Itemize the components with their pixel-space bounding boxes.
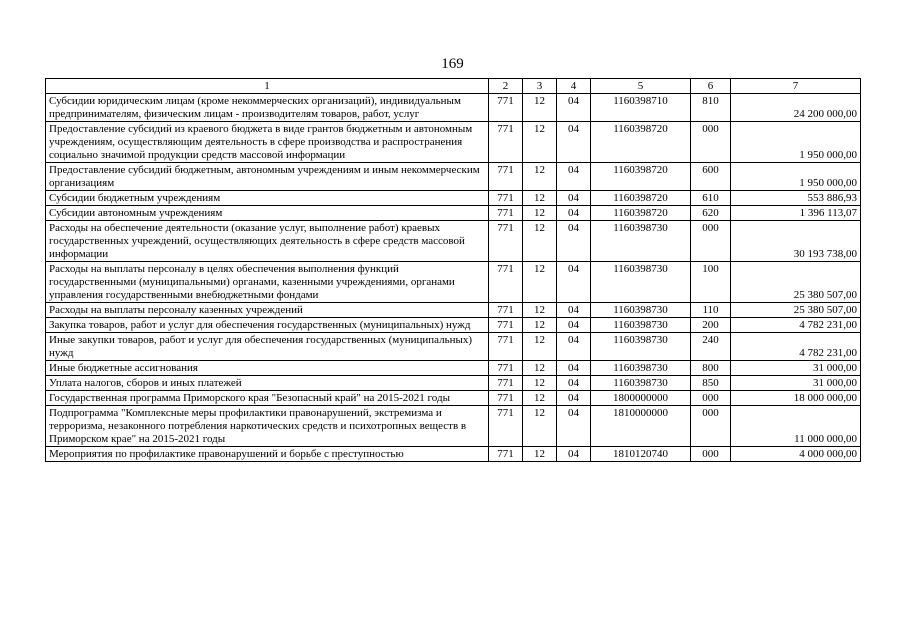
row-amount-cell: 24 200 000,00 — [731, 94, 861, 122]
budget-table — [45, 78, 861, 462]
row-target-article-cell: 1160398710 — [591, 94, 691, 122]
row-target-article-cell: 1160398730 — [591, 303, 691, 318]
row-target-article-cell: 1810000000 — [591, 406, 691, 447]
row-target-article-cell: 1160398720 — [591, 163, 691, 191]
row-name-cell: Субсидии юридическим лицам (кроме некоммерческих организаций), индивидуальным предпринимателям, физическим лицам - производителям товаров, работ, услуг — [46, 94, 489, 122]
header-col-4: 4 — [557, 79, 591, 94]
row-amount-cell: 553 886,93 — [731, 191, 861, 206]
header-col-5: 5 — [591, 79, 691, 94]
row-amount-cell: 30 193 738,00 — [731, 221, 861, 262]
row-target-article-cell: 1160398730 — [591, 361, 691, 376]
row-name-cell: Уплата налогов, сборов и иных платежей — [46, 376, 489, 391]
row-name-cell: Расходы на выплаты персоналу казенных учреждений — [46, 303, 489, 318]
row-expense-type-cell: 000 — [691, 391, 731, 406]
row-amount-cell: 18 000 000,00 — [731, 391, 861, 406]
row-target-article-cell: 1160398730 — [591, 262, 691, 303]
row-expense-type-cell: 000 — [691, 122, 731, 163]
row-ministry-cell: 771 — [489, 206, 523, 221]
row-section-cell: 12 — [523, 122, 557, 163]
row-expense-type-cell: 620 — [691, 206, 731, 221]
table-row — [46, 122, 861, 163]
row-section-cell: 12 — [523, 376, 557, 391]
table-row — [46, 94, 861, 122]
row-amount-cell: 1 950 000,00 — [731, 163, 861, 191]
row-section-cell: 12 — [523, 406, 557, 447]
row-amount-cell: 31 000,00 — [731, 361, 861, 376]
row-amount-cell: 4 782 231,00 — [731, 318, 861, 333]
table-row — [46, 191, 861, 206]
row-name-cell: Расходы на обеспечение деятельности (оказание услуг, выполнение работ) краевых государственных учреждений, осуществляющих деятельность в сфере средств массовой информации — [46, 221, 489, 262]
table-row — [46, 361, 861, 376]
row-expense-type-cell: 100 — [691, 262, 731, 303]
row-ministry-cell: 771 — [489, 376, 523, 391]
row-target-article-cell: 1160398720 — [591, 191, 691, 206]
row-amount-cell: 1 396 113,07 — [731, 206, 861, 221]
row-ministry-cell: 771 — [489, 406, 523, 447]
row-section-cell: 12 — [523, 191, 557, 206]
row-subsection-cell: 04 — [557, 303, 591, 318]
table-row — [46, 406, 861, 447]
row-section-cell: 12 — [523, 262, 557, 303]
row-target-article-cell: 1160398720 — [591, 206, 691, 221]
row-ministry-cell: 771 — [489, 262, 523, 303]
row-target-article-cell: 1160398730 — [591, 318, 691, 333]
row-amount-cell: 4 782 231,00 — [731, 333, 861, 361]
row-name-cell: Мероприятия по профилактике правонарушений и борьбе с преступностью — [46, 447, 489, 462]
row-subsection-cell: 04 — [557, 221, 591, 262]
row-ministry-cell: 771 — [489, 163, 523, 191]
row-section-cell: 12 — [523, 318, 557, 333]
table-row — [46, 221, 861, 262]
row-section-cell: 12 — [523, 303, 557, 318]
row-subsection-cell: 04 — [557, 206, 591, 221]
row-section-cell: 12 — [523, 163, 557, 191]
row-subsection-cell: 04 — [557, 318, 591, 333]
row-ministry-cell: 771 — [489, 122, 523, 163]
row-ministry-cell: 771 — [489, 333, 523, 361]
table-row — [46, 447, 861, 462]
row-expense-type-cell: 610 — [691, 191, 731, 206]
row-section-cell: 12 — [523, 206, 557, 221]
header-col-1: 1 — [46, 79, 489, 94]
table-row — [46, 303, 861, 318]
row-name-cell: Субсидии бюджетным учреждениям — [46, 191, 489, 206]
row-ministry-cell: 771 — [489, 318, 523, 333]
row-expense-type-cell: 240 — [691, 333, 731, 361]
row-name-cell: Иные бюджетные ассигнования — [46, 361, 489, 376]
row-name-cell: Предоставление субсидий из краевого бюджета в виде грантов бюджетным и автономным учреждениям, осуществляющим деятельность в сфере производства и распространения социально значимой продукции средств массовой информации — [46, 122, 489, 163]
row-target-article-cell: 1160398730 — [591, 333, 691, 361]
row-target-article-cell: 1810120740 — [591, 447, 691, 462]
row-amount-cell: 1 950 000,00 — [731, 122, 861, 163]
row-section-cell: 12 — [523, 361, 557, 376]
row-target-article-cell: 1160398730 — [591, 376, 691, 391]
row-target-article-cell: 1160398720 — [591, 122, 691, 163]
table-row — [46, 262, 861, 303]
row-subsection-cell: 04 — [557, 361, 591, 376]
row-section-cell: 12 — [523, 447, 557, 462]
table-body — [46, 94, 861, 462]
row-ministry-cell: 771 — [489, 447, 523, 462]
table-row — [46, 333, 861, 361]
row-name-cell: Расходы на выплаты персоналу в целях обеспечения выполнения функций государственными (муниципальными) органами, казенными учреждениями, органами управления государственными внебюджетными фондами — [46, 262, 489, 303]
header-col-3: 3 — [523, 79, 557, 94]
header-col-7: 7 — [731, 79, 861, 94]
row-amount-cell: 25 380 507,00 — [731, 303, 861, 318]
row-subsection-cell: 04 — [557, 447, 591, 462]
table-row — [46, 376, 861, 391]
row-subsection-cell: 04 — [557, 163, 591, 191]
row-name-cell: Государственная программа Приморского края "Безопасный край" на 2015-2021 годы — [46, 391, 489, 406]
row-ministry-cell: 771 — [489, 391, 523, 406]
header-col-2: 2 — [489, 79, 523, 94]
row-ministry-cell: 771 — [489, 94, 523, 122]
row-expense-type-cell: 000 — [691, 406, 731, 447]
row-ministry-cell: 771 — [489, 361, 523, 376]
row-amount-cell: 31 000,00 — [731, 376, 861, 391]
table-header — [46, 79, 861, 94]
table-row — [46, 206, 861, 221]
row-expense-type-cell: 110 — [691, 303, 731, 318]
header-row — [46, 79, 861, 94]
row-amount-cell: 11 000 000,00 — [731, 406, 861, 447]
row-expense-type-cell: 800 — [691, 361, 731, 376]
page-number: 169 — [441, 56, 464, 72]
row-section-cell: 12 — [523, 391, 557, 406]
row-subsection-cell: 04 — [557, 262, 591, 303]
table-row — [46, 163, 861, 191]
table-row — [46, 391, 861, 406]
row-section-cell: 12 — [523, 333, 557, 361]
row-ministry-cell: 771 — [489, 221, 523, 262]
row-expense-type-cell: 850 — [691, 376, 731, 391]
row-ministry-cell: 771 — [489, 191, 523, 206]
header-col-6: 6 — [691, 79, 731, 94]
row-expense-type-cell: 810 — [691, 94, 731, 122]
row-name-cell: Субсидии автономным учреждениям — [46, 206, 489, 221]
row-target-article-cell: 1160398730 — [591, 221, 691, 262]
row-subsection-cell: 04 — [557, 191, 591, 206]
row-subsection-cell: 04 — [557, 94, 591, 122]
row-ministry-cell: 771 — [489, 303, 523, 318]
row-target-article-cell: 1800000000 — [591, 391, 691, 406]
row-expense-type-cell: 000 — [691, 447, 731, 462]
row-expense-type-cell: 600 — [691, 163, 731, 191]
row-section-cell: 12 — [523, 94, 557, 122]
row-expense-type-cell: 000 — [691, 221, 731, 262]
row-name-cell: Подпрограмма "Комплексные меры профилактики правонарушений, экстремизма и терроризма, незаконного потребления наркотических средств и психотропных веществ в Приморском крае" на 2015-2021 годы — [46, 406, 489, 447]
row-amount-cell: 4 000 000,00 — [731, 447, 861, 462]
row-subsection-cell: 04 — [557, 391, 591, 406]
row-subsection-cell: 04 — [557, 406, 591, 447]
row-subsection-cell: 04 — [557, 333, 591, 361]
row-amount-cell: 25 380 507,00 — [731, 262, 861, 303]
row-expense-type-cell: 200 — [691, 318, 731, 333]
table-row — [46, 318, 861, 333]
row-subsection-cell: 04 — [557, 122, 591, 163]
row-name-cell: Закупка товаров, работ и услуг для обеспечения государственных (муниципальных) нужд — [46, 318, 489, 333]
row-subsection-cell: 04 — [557, 376, 591, 391]
row-name-cell: Иные закупки товаров, работ и услуг для обеспечения государственных (муниципальных) нужд — [46, 333, 489, 361]
row-name-cell: Предоставление субсидий бюджетным, автономным учреждениям и иным некоммерческим организациям — [46, 163, 489, 191]
row-section-cell: 12 — [523, 221, 557, 262]
